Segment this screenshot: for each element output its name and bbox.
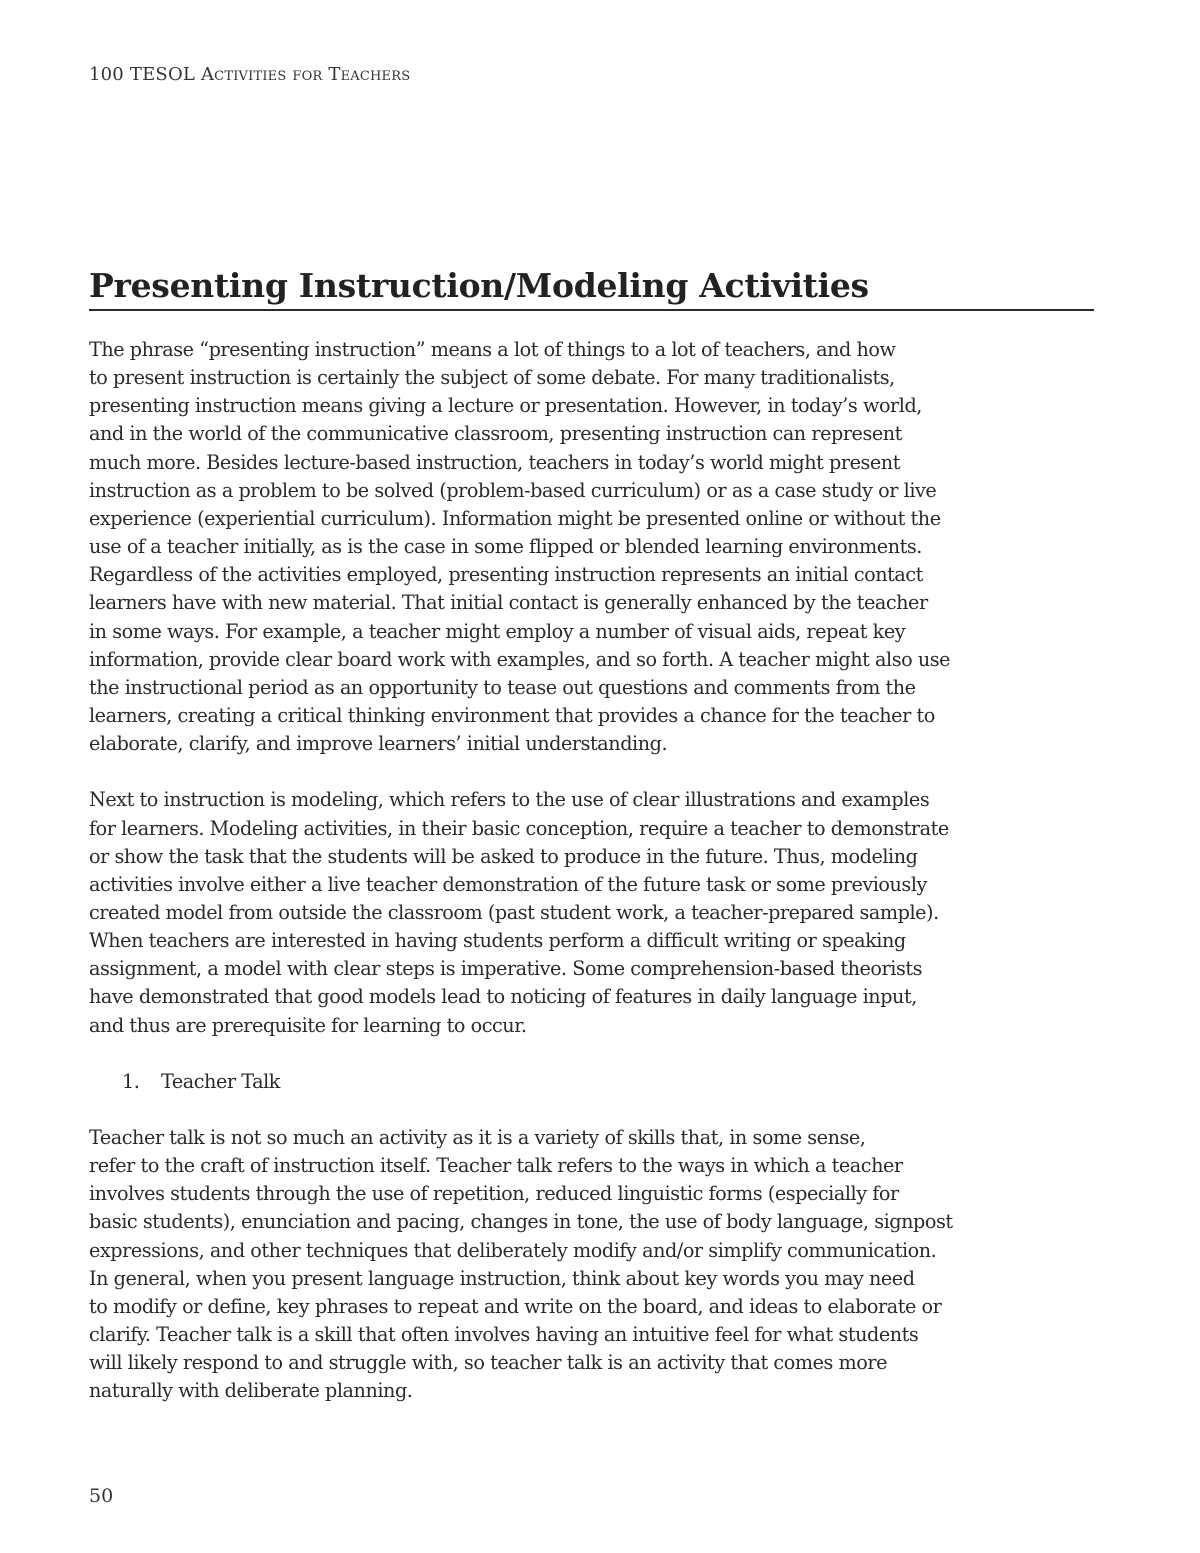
activity-heading [89,1068,1094,1096]
text-line: clarify. Teacher talk is a skill that often involves having an intuitive feel for what students [89,1323,919,1346]
activity-number: 1. [122,1069,140,1093]
text-line: Regardless of the activities employed, presenting instruction represents an initial contact [89,563,923,587]
text-line: Next to instruction is modeling, which refers to the use of clear illustrations and examples [89,788,930,812]
text-line: use of a teacher initially, as is the case in some flipped or blended learning environments. [89,535,922,559]
text-line: and in the world of the communicative classroom, presenting instruction can represent [89,422,902,446]
text-line: experience (experiential curriculum). Information might be presented online or without the [89,506,941,530]
text-line: In general, when you present language instruction, think about key words you may need [89,1266,915,1290]
section-title-block [89,266,1094,311]
text-line: and thus are prerequisite for learning to occur. [89,1013,527,1037]
text-line: presenting instruction means giving a lecture or presentation. However, in today’s world, [89,394,922,418]
text-line: to present instruction is certainly the subject of some debate. For many traditionalists, [89,366,895,390]
running-header: 100 TESOL Activities for Teachers [89,64,411,85]
text-line: refer to the craft of instruction itself. Teacher talk refers to the ways in which a teacher [89,1154,903,1178]
page-number: 50 [89,1485,114,1507]
text-line: created model from outside the classroom (past student work, a teacher-prepared sample). [89,900,939,924]
section-title: Presenting Instruction/Modeling Activities [89,266,869,305]
text-line: When teachers are interested in having students perform a difficult writing or speaking [89,929,906,953]
intro-paragraph [89,336,1094,758]
text-line: information, provide clear board work with examples, and so forth. A teacher might also use [89,647,951,671]
teacher-talk-paragraph [89,1124,1094,1406]
modeling-paragraph [89,786,1094,1039]
text-line: basic students), enunciation and pacing, changes in tone, the use of body language, signpost [89,1210,953,1234]
text-line: have demonstrated that good models lead to noticing of features in daily language input, [89,985,917,1009]
text-line: naturally with deliberate planning. [89,1379,413,1403]
text-line: the instructional period as an opportunity to tease out questions and comments from the [89,675,916,699]
body-content [89,336,1094,1405]
text-line: elaborate, clarify, and improve learners’ initial understanding. [89,732,668,756]
text-line: much more. Besides lecture-based instruction, teachers in today’s world might present [89,450,900,474]
text-line: to modify or define, key phrases to repeat and write on the board, and ideas to elaborate or [89,1294,942,1318]
text-line: Teacher talk is not so much an activity as it is a variety of skills that, in some sense, [89,1125,866,1149]
text-line: will likely respond to and struggle with, so teacher talk is an activity that comes more [89,1351,887,1375]
text-line: or show the task that the students will be asked to produce in the future. Thus, modeling [89,844,918,868]
text-line: in some ways. For example, a teacher might employ a number of visual aids, repeat key [89,619,906,643]
text-line: instruction as a problem to be solved (problem-based curriculum) or as a case study or live [89,478,937,502]
text-line: assignment, a model with clear steps is imperative. Some comprehension-based theorists [89,957,922,981]
text-line: learners have with new material. That initial contact is generally enhanced by the teacher [89,591,928,615]
text-line: expressions, and other techniques that deliberately modify and/or simplify communication. [89,1238,937,1262]
text-line: for learners. Modeling activities, in their basic conception, require a teacher to demonstrate [89,816,949,840]
text-line: learners, creating a critical thinking environment that provides a chance for the teacher to [89,704,935,728]
text-line: activities involve either a live teacher demonstration of the future task or some previously [89,872,927,896]
activity-title: Teacher Talk [161,1069,280,1093]
text-line: The phrase “presenting instruction” means a lot of things to a lot of teachers, and how [89,338,896,361]
text-line: involves students through the use of repetition, reduced linguistic forms (especially for [89,1182,899,1206]
